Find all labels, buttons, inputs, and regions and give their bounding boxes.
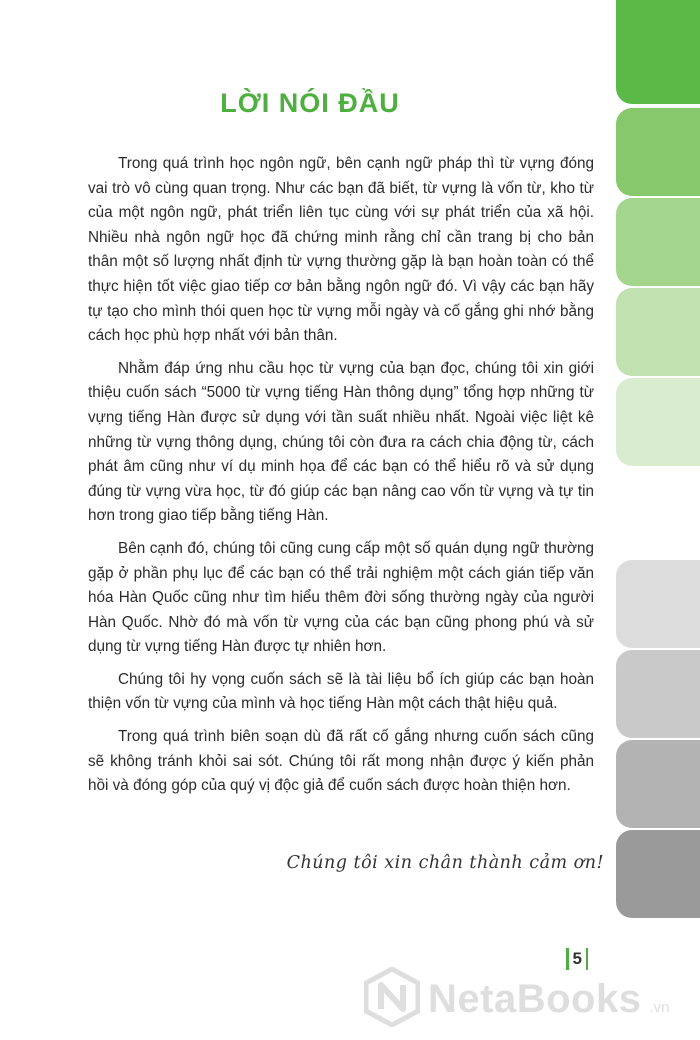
paragraph-2: Nhằm đáp ứng nhu cầu học từ vựng của bạn đọc, chúng tôi xin giới thiệu cuốn sách “5000 từ vựng tiếng Hàn thông dụng” tổng hợp những từ vựng tiếng Hàn được sử dụng với tần suất nhiều nhất. Ngoài việc liệt kê những từ vựng thông dụng, chúng tôi còn đưa ra cách chia động từ, cách phát âm cũng như ví dụ minh họa để các bạn có thể hiểu rõ và sử dụng đúng từ vựng vừa học, từ đó giúp các bạn nâng cao vốn từ vựng và tự tin hơn trong giao tiếp bằng tiếng Hàn. <box>88 359 594 525</box>
paragraph-5: Trong quá trình biên soạn dù đã rất cố gắng nhưng cuốn sách cũng sẽ không tránh khỏi sai sót. Chúng tôi rất mong nhận được ý kiến phản hồi và đóng góp của quý vị độc giả để cuốn sách được hoàn thiện hơn. <box>88 728 594 795</box>
thumb-tab-green-3 <box>616 198 700 286</box>
paragraph-1: Trong quá trình học ngôn ngữ, bên cạnh ngữ pháp thì từ vựng đóng vai trò vô cùng quan trọng. Như các bạn đã biết, từ vựng là vốn từ, kho từ của một ngôn ngữ, phát triển liên tục cùng với sự phát triển của xã hội. Nhiều nhà ngôn ngữ học đã chứng minh rằng chỉ cần trang bị cho bản thân một số lượng nhất định từ vựng thường gặp là bạn hoàn toàn có thể thực hiện tốt việc giao tiếp cơ bản bằng ngôn ngữ đó. Vì vậy các bạn hãy tự tạo cho mình thói quen học từ vựng mỗi ngày và cố gắng ghi nhớ bằng cách học phù hợp nhất với bản thân. <box>88 155 594 345</box>
netabooks-logo-icon <box>364 967 420 1032</box>
thumb-tab-gray-3 <box>616 740 700 828</box>
preface-body <box>88 152 594 807</box>
thumb-tab-gray-1 <box>616 560 700 648</box>
watermark-suffix: .vn <box>649 998 670 1016</box>
thumb-tab-green-4 <box>616 288 700 376</box>
page-number-right-bar <box>586 948 589 970</box>
thumb-tab-gray-2 <box>616 650 700 738</box>
page-number-value: 5 <box>572 949 582 968</box>
thumb-tab-gray-4 <box>616 830 700 918</box>
thumb-tab-green-5 <box>616 378 700 466</box>
thumb-tab-green-1 <box>616 0 700 104</box>
watermark <box>364 968 669 1030</box>
paragraph-3: Bên cạnh đó, chúng tôi cũng cung cấp một số quán dụng ngữ thường gặp ở phần phụ lục để các bạn có thể trải nghiệm một cách gián tiếp văn hóa Hàn Quốc cũng như tìm hiểu thêm đời sống thường ngày của người Hàn Quốc. Nhờ đó mà vốn từ vựng của các bạn cũng phong phú và sử dụng từ vựng tiếng Hàn được tự nhiên hơn. <box>88 539 594 656</box>
page-title: LỜI NÓI ĐẦU <box>220 88 400 118</box>
paragraph-4: Chúng tôi hy vọng cuốn sách sẽ là tài liệu bổ ích giúp các bạn hoàn thiện vốn từ vựng của mình và học tiếng Hàn một cách thật hiệu quả. <box>88 670 594 713</box>
watermark-brand: NetaBooks <box>428 976 642 1021</box>
thumb-tab-green-2 <box>616 108 700 196</box>
closing-signature: Chúng tôi xin chân thành cảm ơn! <box>286 853 604 873</box>
page-number-left-bar <box>566 948 569 970</box>
